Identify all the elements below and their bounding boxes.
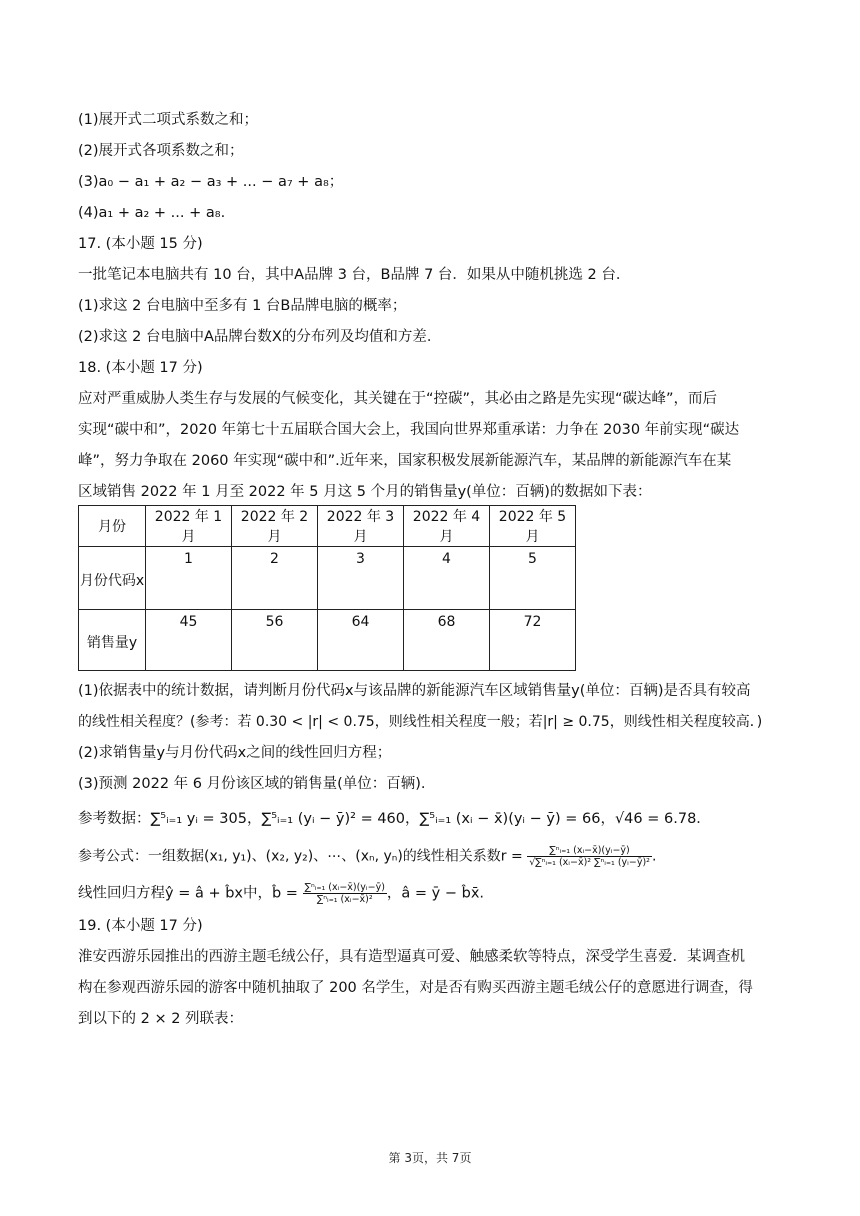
intro-item: (1)展开式二项式系数之和； [78,112,259,128]
table-cell: 2022 年 5 月 [490,506,576,547]
reference-formula-prefix: 参考公式：一组数据(x₁, y₁)、(x₂, y₂)、⋯、(xₙ, yₙ)的线性相关系数r = [78,848,528,865]
table-cell: 月份 [79,506,146,547]
question-19 [78,916,778,1029]
table-cell: 2022 年 3 月 [318,506,404,547]
table-cell: 2022 年 1 月 [146,506,232,547]
question-18 [78,358,778,905]
fraction-denominator: ∑ⁿᵢ₌₁ (xᵢ−x̄)² [316,894,373,905]
table-cell: 2022 年 4 月 [404,506,490,547]
table-header-row [79,506,576,547]
table-row [79,547,576,610]
table-row [79,610,576,671]
table-row-label: 销售量y [79,610,146,671]
question-17 [78,234,778,347]
page-footer: 第 3页，共 7页 [388,1151,472,1165]
table-cell: 56 [232,610,318,671]
table-cell: 5 [490,547,576,610]
fraction-numerator: ∑ⁿᵢ₌₁ (xᵢ−x̄)(yᵢ−ȳ) [304,882,385,893]
table-cell: 72 [490,610,576,671]
intro-item: (2)展开式各项系数之和； [78,143,244,159]
sales-table [78,505,576,671]
table-cell: 2 [232,547,318,610]
table-row-label: 月份代码x [79,547,146,610]
regression-formula [78,882,778,905]
fraction-denominator: √∑ⁿᵢ₌₁ (xᵢ−x̄)² ∑ⁿᵢ₌₁ (yᵢ−ȳ)² [529,857,650,868]
table-cell: 68 [404,610,490,671]
reference-formula: 参考公式：一组数据(x₁, y₁)、(x₂, y₂)、⋯、(xₙ, yₙ)的线性相关系数r = $\frac{\text{∑ⁿᵢ₌₁ (xᵢ−x̄)(yᵢ−ȳ)}}{\text{√∑ⁿᵢ₌₁ (xᵢ−x̄)² ∑ⁿᵢ₌₁ (yᵢ−ȳ)²}}$ . [78,845,657,868]
question-stem-line: 应对严重威胁人类生存与发展的气候变化，其关键在于“控碳”，其必由之路是先实现“碳达峰”，而后 [78,391,718,407]
table-cell: 4 [404,547,490,610]
fraction-numerator: ∑ⁿᵢ₌₁ (xᵢ−x̄)(yᵢ−ȳ) [527,845,652,857]
regression-suffix: ，â = ȳ − b̂x̄. [386,885,485,902]
question-stem: 一批笔记本电脑共有 10 台，其中A品牌 3 台，B品牌 7 台．如果从中随机挑选 2 台． [78,267,631,283]
question-header: 19. (本小题 17 分) [78,918,203,934]
reference-data: 参考数据：∑⁵ᵢ₌₁ yᵢ = 305，∑⁵ᵢ₌₁ (yᵢ − ȳ)² = 460，∑⁵ᵢ₌₁ (xᵢ − x̄)(yᵢ − ȳ) = 66，√46 = 6.78． [78,811,711,827]
correlation-fraction [527,845,652,868]
document-page [78,110,778,1040]
question-header: 17. (本小题 15 分) [78,236,203,252]
question-part: (2)求这 2 台电脑中A品牌台数X的分布列及均值和方差． [78,329,442,345]
question-stem-line: 构在参观西游乐园的游客中随机抽取了 200 名学生，对是否有购买西游主题毛绒公仔的意愿进行调查，得 [78,980,753,996]
question-stem-line: 峰”，努力争取在 2060 年实现“碳中和”.近年来，国家积极发展新能源汽车，某品牌的新能源汽车在某 [78,453,732,469]
regression-prefix: 线性回归方程ŷ = â + b̂x中，b̂ = [78,885,303,902]
intro-item: (3)a₀ − a₁ + a₂ − a₃ + ... − a₇ + a₈； [78,174,344,190]
question-part: (1)求这 2 台电脑中至多有 1 台B品牌电脑的概率； [78,298,407,314]
slope-fraction [303,882,387,905]
question-stem-line: 区域销售 2022 年 1 月至 2022 年 5 月这 5 个月的销售量y(单位：百辆)的数据如下表： [78,484,652,500]
question-part: 的线性相关程度？(参考：若 0.30 < |r| < 0.75，则线性相关程度一般；若|r| ≥ 0.75，则线性相关程度较高．) [78,714,763,730]
question-stem-line: 淮安西游乐园推出的西游主题毛绒公仔，具有造型逼真可爱、触感柔软等特点，深受学生喜爱．某调查机 [78,949,745,965]
question-part: (1)依据表中的统计数据，请判断月份代码x与该品牌的新能源汽车区域销售量y(单位：百辆)是否具有较高 [78,683,751,699]
question-part: (2)求销售量y与月份代码x之间的线性回归方程； [78,745,392,761]
table-cell: 45 [146,610,232,671]
intro-item: (4)a₁ + a₂ + ... + a₈. [78,205,226,221]
table-cell: 64 [318,610,404,671]
question-stem-line: 到以下的 2 × 2 列联表： [78,1011,244,1027]
table-cell: 2022 年 2 月 [232,506,318,547]
table-cell: 3 [318,547,404,610]
question-stem-line: 实现“碳中和”，2020 年第七十五届联合国大会上，我国向世界郑重承诺：力争在 2030 年前实现“碳达 [78,422,740,438]
question-header: 18. (本小题 17 分) [78,360,203,376]
table-cell: 1 [146,547,232,610]
intro-items [78,110,778,223]
question-part: (3)预测 2022 年 6 月份该区域的销售量(单位：百辆). [78,776,426,792]
